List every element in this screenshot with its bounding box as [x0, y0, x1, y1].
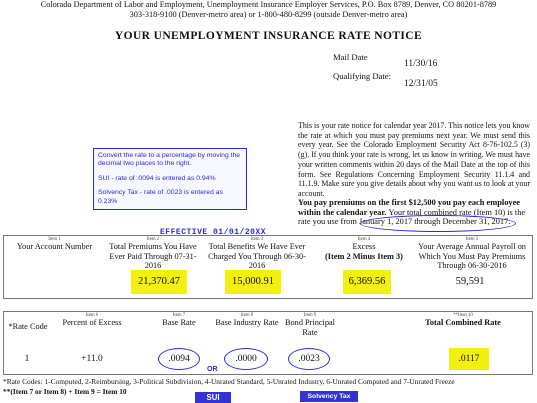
or-label: OR — [207, 366, 218, 373]
col-percent-excess — [62, 313, 122, 328]
sui-tag: SUI — [195, 392, 231, 403]
item-10-label: Total Combined Rate — [425, 318, 501, 327]
date-range-circle — [360, 215, 516, 232]
mail-date-value: 11/30/16 — [404, 59, 438, 69]
item-5-number: Item 5 — [465, 237, 479, 242]
rate-codes-legend — [3, 377, 537, 397]
qualifying-date-value: 12/31/05 — [404, 79, 438, 89]
col-premiums — [104, 237, 202, 271]
col-payroll — [413, 237, 531, 271]
agency-header — [0, 0, 537, 20]
total-premiums-value: 21,370.47 — [131, 270, 187, 294]
col-rate-code — [6, 322, 50, 332]
item-4-sublabel: (Item 2 Minus Item 3) — [325, 251, 403, 261]
note-line-3: Solvency Tax - rate of .0023 is entered as 0.23% — [98, 189, 223, 205]
pay-notice-text-3: January 1, 2017 through December 31, 2017. — [358, 217, 511, 227]
item-9-number: Item 9 — [303, 313, 317, 318]
agency-address: Colorado Department of Labor and Employment, Unemployment Insurance Employer Services, P.O. Box 8789, Denver, CO 80201-8789 — [40, 0, 497, 9]
conversion-note — [93, 148, 247, 210]
note-line-2: SUI - rate of .0094 is entered as 0.94% — [98, 174, 216, 182]
col-excess — [318, 237, 410, 261]
page-title: YOUR UNEMPLOYMENT INSURANCE RATE NOTICE — [114, 30, 423, 42]
item-6-label: Percent of Excess — [62, 318, 122, 327]
item-1-label: Your Account Number — [16, 242, 93, 251]
item-4-number: Item 4 — [357, 237, 371, 242]
item-10-number: **Item 10 — [453, 313, 473, 318]
col-bond-principal-rate — [278, 313, 342, 337]
item-3-number: Item 3 — [250, 237, 264, 242]
col-base-industry-rate — [212, 313, 282, 328]
total-benefits-value: 15,000.91 — [225, 270, 281, 294]
item-5-label: Your Average Annual Payroll on Which You Must Pay Premiums Through 06-30-2016 — [418, 242, 526, 271]
item-3-label: Total Benefits We Have Ever Charged You Through 06-30-2016 — [208, 242, 306, 271]
qualifying-date-label: Qualifying Date: — [333, 71, 391, 81]
pay-notice-text-1: You pay premiums on the first $12,500 you pay each employee within the calendar year. — [298, 198, 521, 217]
rate-codes-text: *Rate Codes: 1-Computed, 2-Reimbursing, 3-Political Subdivision, 4-Unrated Standard, 5-Unrated Industry, 6-Unrated Computed and 7-Unrated Freeze — [3, 377, 455, 386]
percent-excess-value: +11.0 — [81, 354, 103, 364]
rate-formula: **(Item 7 or Item 8) + Item 9 = Item 10 — [3, 387, 127, 396]
col-account — [12, 237, 97, 252]
item-6-number: Item 6 — [85, 313, 99, 318]
item-4-label: Excess — [352, 242, 376, 251]
item-7-number: Item 7 — [172, 313, 186, 318]
total-combined-rate-value: .0117 — [449, 348, 489, 370]
item-2-number: Item 2 — [146, 237, 160, 242]
rate-code-value: 1 — [24, 354, 30, 364]
item-2-label: Total Premiums You Have Ever Paid Through 07-31-2016 — [109, 242, 197, 271]
rate-code-label: *Rate Code — [8, 322, 48, 331]
rate-notice-paragraph: This is your rate notice for calendar year 2017. This notice lets you know the rate at which you must pay premiums next year. We must send this every year. See the Colorado Employment Security Act 8-76-102.5 (3)(g). If you think your rate is wrong, let us know in writing. We must have your written comments within 20 days of the Mail Date at the top of this form. See Regulations Concerning Employment Security 11.1.4 and 11.1.9. Make sure you give details about why you want us to look at your account. — [298, 121, 530, 198]
item-7-label: Base Rate — [162, 318, 196, 327]
average-payroll-value: 59,591 — [455, 276, 485, 287]
effective-date: EFFECTIVE 01/01/20XX — [160, 228, 267, 237]
item-8-label: Base Industry Rate — [215, 318, 279, 327]
solvency-tax-tag: Solvency Tax — [300, 391, 358, 402]
col-total-combined-rate — [404, 313, 522, 328]
note-line-1: Convert the rate to a percentage by moving the decimal two places to the right. — [98, 152, 241, 168]
col-benefits — [207, 237, 307, 271]
col-base-rate — [148, 313, 210, 328]
excess-value: 6,369.56 — [343, 270, 391, 294]
bond-principal-rate-value: .0023 — [288, 348, 330, 370]
mail-date-label: Mail Date — [333, 52, 368, 62]
base-industry-rate-value: .0000 — [224, 348, 268, 370]
item-8-number: Item 8 — [240, 313, 254, 318]
pay-notice-text-2: Your total combined rate (Item 10) is the rate you use from — [298, 207, 526, 227]
agency-phone: 303-318-9100 (Denver-metro area) or 1-800-480-8299 (outside Denver-metro area) — [129, 10, 408, 19]
item-1-number: Item 1 — [48, 237, 61, 242]
base-rate-value: .0094 — [158, 348, 200, 370]
item-9-label: Bond Principal Rate — [284, 318, 335, 337]
